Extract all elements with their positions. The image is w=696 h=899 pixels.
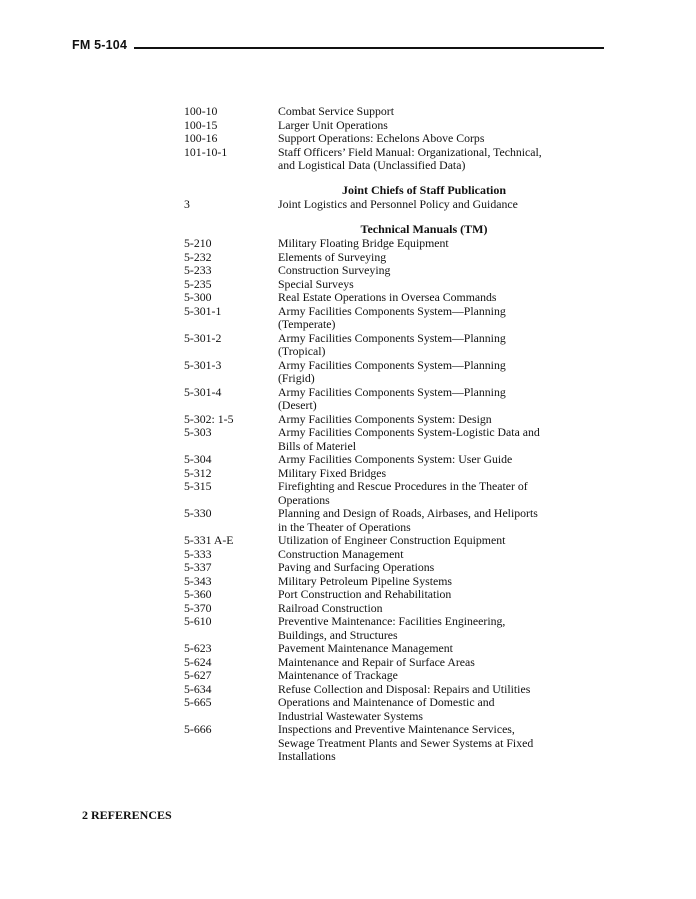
publication-number: 5-301-4 xyxy=(184,384,222,399)
title-line: Army Facilities Components System—Planning xyxy=(278,357,506,372)
reference-entry xyxy=(184,237,594,251)
title-line: Bills of Materiel xyxy=(278,438,356,453)
reference-entry xyxy=(184,386,594,413)
publication-title xyxy=(278,467,594,481)
title-line: Real Estate Operations in Oversea Commands xyxy=(278,290,497,304)
title-line: Military Petroleum Pipeline Systems xyxy=(278,573,452,588)
title-line: Staff Officers’ Field Manual: Organizational, Technical, xyxy=(278,144,542,159)
publication-title xyxy=(278,278,594,292)
reference-entry xyxy=(184,332,594,359)
reference-entry xyxy=(184,251,594,265)
title-line: Operations and Maintenance of Domestic and xyxy=(278,695,495,709)
title-line: Pavement Maintenance Management xyxy=(278,641,453,655)
publication-title xyxy=(278,507,594,534)
reference-entry xyxy=(184,264,594,278)
publication-number: 5-360 xyxy=(184,587,212,601)
title-line: Refuse Collection and Disposal: Repairs and Utilities xyxy=(278,681,531,696)
section-heading: Technical Manuals (TM) xyxy=(360,221,488,236)
publication-title xyxy=(278,453,594,467)
publication-number: 5-301-1 xyxy=(184,303,222,318)
title-line: Preventive Maintenance: Facilities Engineering, xyxy=(278,614,506,628)
publication-number: 5-333 xyxy=(184,546,212,561)
publication-number: 5-343 xyxy=(184,573,212,588)
reference-entry xyxy=(184,507,594,534)
publication-number: 5-302: 1-5 xyxy=(184,411,234,426)
publication-number: 101-10-1 xyxy=(184,144,228,159)
reference-entry xyxy=(184,723,594,764)
publication-title xyxy=(278,642,594,656)
title-line: (Temperate) xyxy=(278,317,336,331)
title-line: Operations xyxy=(278,492,330,507)
title-line: Firefighting and Rescue Procedures in the Theater of xyxy=(278,479,528,493)
title-line: Inspections and Preventive Maintenance Services, xyxy=(278,722,515,736)
title-line: Maintenance and Repair of Surface Areas xyxy=(278,654,475,669)
title-line: Combat Service Support xyxy=(278,104,394,118)
title-line: Sewage Treatment Plants and Sewer Systems at Fixed xyxy=(278,735,534,750)
publication-title xyxy=(278,602,594,616)
publication-title xyxy=(278,548,594,562)
reference-entry xyxy=(184,683,594,697)
publication-number: 5-301-3 xyxy=(184,357,222,372)
publication-title xyxy=(278,426,594,453)
title-line: Maintenance of Trackage xyxy=(278,668,398,682)
publication-number: 5-666 xyxy=(184,722,212,736)
reference-entry xyxy=(184,278,594,292)
publication-number: 100-16 xyxy=(184,131,218,145)
title-line: and Logistical Data (Unclassified Data) xyxy=(278,158,466,172)
title-line: Army Facilities Components System: User Guide xyxy=(278,452,513,466)
reference-entry xyxy=(184,561,594,575)
reference-entry xyxy=(184,105,594,119)
reference-entry xyxy=(184,413,594,427)
title-line: Army Facilities Components System—Planning xyxy=(278,384,506,399)
reference-entry xyxy=(184,198,594,212)
publication-title xyxy=(278,386,594,413)
reference-entry xyxy=(184,615,594,642)
title-line: in the Theater of Operations xyxy=(278,519,411,534)
reference-entry xyxy=(184,696,594,723)
publication-title xyxy=(278,264,594,278)
publication-number: 5-233 xyxy=(184,263,212,277)
title-line: Army Facilities Components System-Logistic Data and xyxy=(278,425,540,439)
publication-title xyxy=(278,119,594,133)
reference-entry xyxy=(184,305,594,332)
publication-number: 5-304 xyxy=(184,452,212,466)
publication-title xyxy=(278,105,594,119)
reference-entry xyxy=(184,291,594,305)
publication-number: 100-10 xyxy=(184,104,218,118)
publication-title xyxy=(278,615,594,642)
publication-number: 5-232 xyxy=(184,249,212,264)
reference-entry xyxy=(184,359,594,386)
title-line: Elements of Surveying xyxy=(278,249,387,264)
publication-number: 5-301-2 xyxy=(184,330,222,345)
title-line: Larger Unit Operations xyxy=(278,117,388,132)
title-line: (Tropical) xyxy=(278,344,326,358)
title-line: Industrial Wastewater Systems xyxy=(278,708,423,723)
reference-entry xyxy=(184,132,594,146)
publication-title xyxy=(278,359,594,386)
reference-entry xyxy=(184,480,594,507)
publication-number: 5-627 xyxy=(184,668,212,682)
reference-entry xyxy=(184,426,594,453)
title-line: Construction Management xyxy=(278,546,404,561)
title-line: Utilization of Engineer Construction Equipment xyxy=(278,533,506,547)
document-id: FM 5-104 xyxy=(72,38,128,52)
reference-entry xyxy=(184,146,594,173)
publication-number: 5-315 xyxy=(184,479,212,493)
reference-entry xyxy=(184,534,594,548)
publication-number: 5-370 xyxy=(184,600,212,615)
title-line: Joint Logistics and Personnel Policy and Guidance xyxy=(278,197,518,211)
reference-entry xyxy=(184,548,594,562)
title-line: Support Operations: Echelons Above Corps xyxy=(278,131,485,145)
publication-number: 100-15 xyxy=(184,117,218,132)
publication-number: 5-634 xyxy=(184,681,212,696)
publication-title xyxy=(278,669,594,683)
publication-title xyxy=(278,575,594,589)
publication-title xyxy=(278,683,594,697)
title-line: Construction Surveying xyxy=(278,263,391,277)
reference-entry xyxy=(184,119,594,133)
publication-title xyxy=(278,305,594,332)
publication-title xyxy=(278,723,594,764)
publication-title xyxy=(278,696,594,723)
title-line: Special Surveys xyxy=(278,276,354,291)
publication-number: 5-337 xyxy=(184,560,212,574)
reference-entry xyxy=(184,467,594,481)
publication-title xyxy=(278,480,594,507)
title-line: Army Facilities Components System—Planning xyxy=(278,303,506,318)
reference-entry xyxy=(184,642,594,656)
publication-title xyxy=(278,132,594,146)
publication-title xyxy=(278,146,594,173)
reference-entry xyxy=(184,588,594,602)
publication-number: 5-303 xyxy=(184,425,212,439)
publication-title xyxy=(278,561,594,575)
title-line: (Frigid) xyxy=(278,371,315,385)
publication-number: 5-331 A-E xyxy=(184,533,234,547)
title-line: Army Facilities Components System—Planning xyxy=(278,330,506,345)
publication-title xyxy=(278,588,594,602)
title-line: Military Fixed Bridges xyxy=(278,465,387,480)
publication-number: 5-623 xyxy=(184,641,212,655)
references-list xyxy=(184,105,594,764)
publication-title xyxy=(278,198,594,212)
title-line: Port Construction and Rehabilitation xyxy=(278,587,452,601)
publication-title xyxy=(278,332,594,359)
publication-number: 5-330 xyxy=(184,506,212,520)
publication-title xyxy=(278,251,594,265)
publication-number: 5-665 xyxy=(184,695,212,709)
page-header xyxy=(72,38,604,58)
title-line: Army Facilities Components System: Design xyxy=(278,411,492,426)
publication-number: 5-300 xyxy=(184,290,212,304)
publication-title xyxy=(278,656,594,670)
title-line: Railroad Construction xyxy=(278,600,383,615)
publication-number: 3 xyxy=(184,197,190,211)
publication-title xyxy=(278,534,594,548)
publication-number: 5-610 xyxy=(184,614,212,628)
title-line: Buildings, and Structures xyxy=(278,627,398,642)
reference-entry xyxy=(184,575,594,589)
section-heading: Joint Chiefs of Staff Publication xyxy=(341,182,506,197)
title-line: Military Floating Bridge Equipment xyxy=(278,236,449,250)
publication-title xyxy=(278,237,594,251)
publication-title xyxy=(278,291,594,305)
publication-number: 5-624 xyxy=(184,654,212,669)
title-line: (Desert) xyxy=(278,398,317,412)
reference-entry xyxy=(184,453,594,467)
title-line: Installations xyxy=(278,749,336,763)
publication-number: 5-210 xyxy=(184,236,212,250)
publication-number: 5-235 xyxy=(184,276,212,291)
reference-entry xyxy=(184,669,594,683)
page-footer: 2 REFERENCES xyxy=(82,808,172,822)
reference-entry xyxy=(184,656,594,670)
publication-number: 5-312 xyxy=(184,465,212,480)
header-rule xyxy=(134,47,604,49)
title-line: Planning and Design of Roads, Airbases, and Heliports xyxy=(278,506,538,520)
reference-entry xyxy=(184,602,594,616)
publication-title xyxy=(278,413,594,427)
title-line: Paving and Surfacing Operations xyxy=(278,560,435,574)
